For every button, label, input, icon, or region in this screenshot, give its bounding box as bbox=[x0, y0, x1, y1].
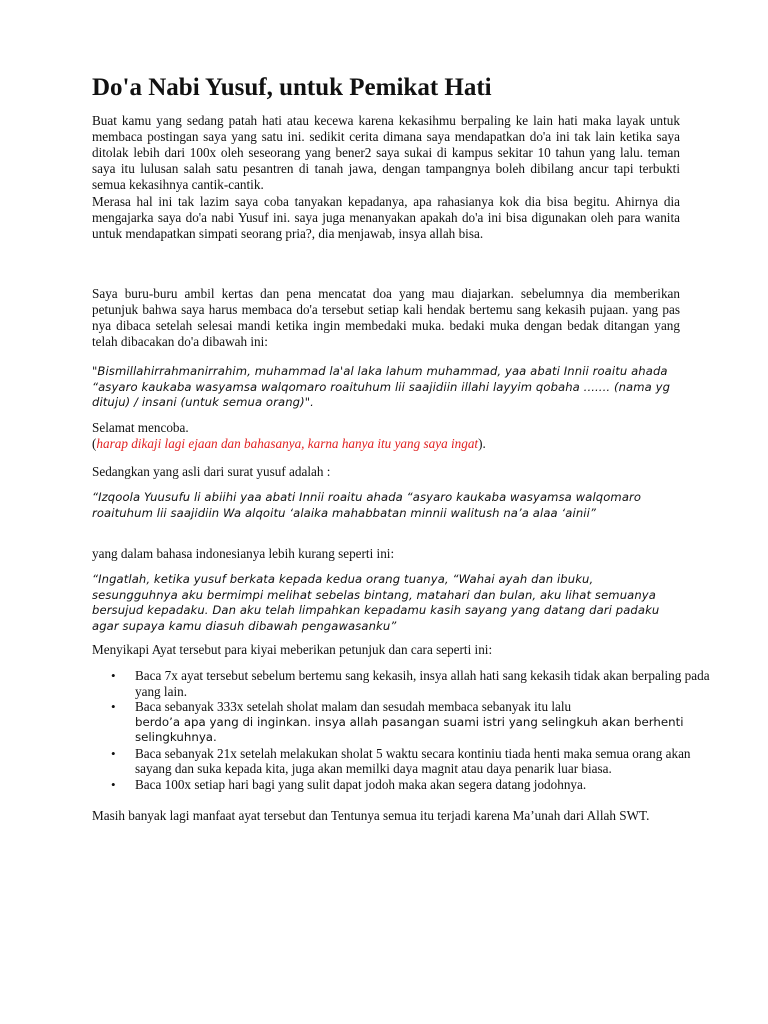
prayer-quote: "Bismillahirrahmanirrahim, muhammad la'al laka lahum muhammad, yaa abati Innii roaitu ahada “asyaro kaukaba wasyamsa walqomaro roaituhum lii saajidiin illahi layyim qobaha ....... (nama yg dituju) / insani (untuk semua orang)". bbox=[92, 364, 671, 409]
note-line bbox=[92, 436, 680, 452]
original-verse-quote: “Izqoola Yuusufu li abiihi yaa abati Innii roaitu ahada “asyaro kaukaba wasyamsa walqomaro roaituhum lii saajidiin Wa alqoitu ‘alaika mahabbatan minnii walitush na’a alaa ‘ainii” bbox=[92, 490, 642, 520]
page-title: Do'a Nabi Yusuf, untuk Pemikat Hati bbox=[92, 74, 492, 101]
note-red-text: harap dikaji lagi ejaan dan bahasanya, karna hanya itu yang saya ingat bbox=[96, 436, 479, 451]
list-item: • Baca sebanyak 21x setelah melakukan sholat 5 waktu secara kontiniu tiada henti maka semua orang akan sayang dan suka kepada kita, juga akan memilki daya magnit atau daya penarik luar biasa. bbox=[135, 746, 723, 777]
list-item-continuation: berdo’a apa yang di inginkan. insya allah pasangan suami istri yang selingkuh akan berhenti selingkuhnya. bbox=[135, 714, 684, 744]
closing-paragraph: Masih banyak lagi manfaat ayat tersebut dan Tentunya semua itu terjadi karena Ma’unah dari Allah SWT. bbox=[92, 808, 650, 823]
translation-quote: “Ingatlah, ketika yusuf berkata kepada kedua orang tuanya, “Wahai ayah dan ibuku, sesungguhnya aku bermimpi melihat sebelas bintang, matahari dan bulan, aku lihat semuanya bersujud kepadaku. Dan aku telah limpahkan kepadamu kasih sayang yang datang dari padaku agar supaya kamu diasuh dibawah pengawasanku” bbox=[92, 572, 660, 633]
paragraph-instructions: Saya buru-buru ambil kertas dan pena mencatat doa yang mau diajarkan. sebelumnya dia memberikan petunjuk bahwa saya harus membaca do'a tersebut setiap kali hendak bertemu sang kekasih pujaan. yang pas nya dibaca setelah selesai mandi ketika ingin membedaki muka. bedaki muka dengan bedak ditangan yang telah dibacakan do'a dibawah ini: bbox=[92, 286, 680, 349]
intro-original: Sedangkan yang asli dari surat yusuf adalah : bbox=[92, 464, 331, 479]
intro-guidance: Menyikapi Ayat tersebut para kiyai meberikan petunjuk dan cara seperti ini: bbox=[92, 642, 493, 657]
paragraph-story: Merasa hal ini tak lazim saya coba tanyakan kepadanya, apa rahasianya kok dia bisa begitu. Ahirnya dia mengajarka saya do'a nabi Yusuf ini. saya juga menanyakan apakah do'a ini bisa digunakan oleh para wanita untuk mendapatkan simpati seorang pria?, dia menjawab, insya allah bisa. bbox=[92, 194, 680, 241]
list-item: • Baca 100x setiap hari bagi yang sulit dapat jodoh maka akan segera datang jodohnya. bbox=[135, 777, 723, 793]
paragraph-intro: Buat kamu yang sedang patah hati atau kecewa karena kekasihmu berpaling ke lain hati maka layak untuk membaca postingan saya yang satu ini. sedikit cerita dimana saya mendapatkan do'a ini tak lain ketika saya ditolak lebih dari 100x oleh seseorang yang bener2 saya sukai di kampus sekitar 10 tahun yang lalu. teman saya itu lulusan salah satu pesantren di tanah jawa, dengan tampangnya boleh dibilang ancur tapi terbukti semua kekasihnya cantik-cantik. bbox=[92, 113, 680, 192]
note-close: ). bbox=[478, 436, 486, 451]
list-item: • Baca 7x ayat tersebut sebelum bertemu sang kekasih, insya allah hati sang kekasih tidak akan berpaling pada yang lain. bbox=[135, 668, 723, 699]
intro-translation: yang dalam bahasa indonesianya lebih kurang seperti ini: bbox=[92, 546, 395, 561]
list-item: • Baca sebanyak 333x setelah sholat malam dan sesudah membaca sebanyak itu lalu bbox=[135, 699, 723, 715]
note-open: ( bbox=[92, 436, 97, 451]
selamat-text: Selamat mencoba. bbox=[92, 420, 189, 435]
guidance-list bbox=[92, 668, 723, 792]
